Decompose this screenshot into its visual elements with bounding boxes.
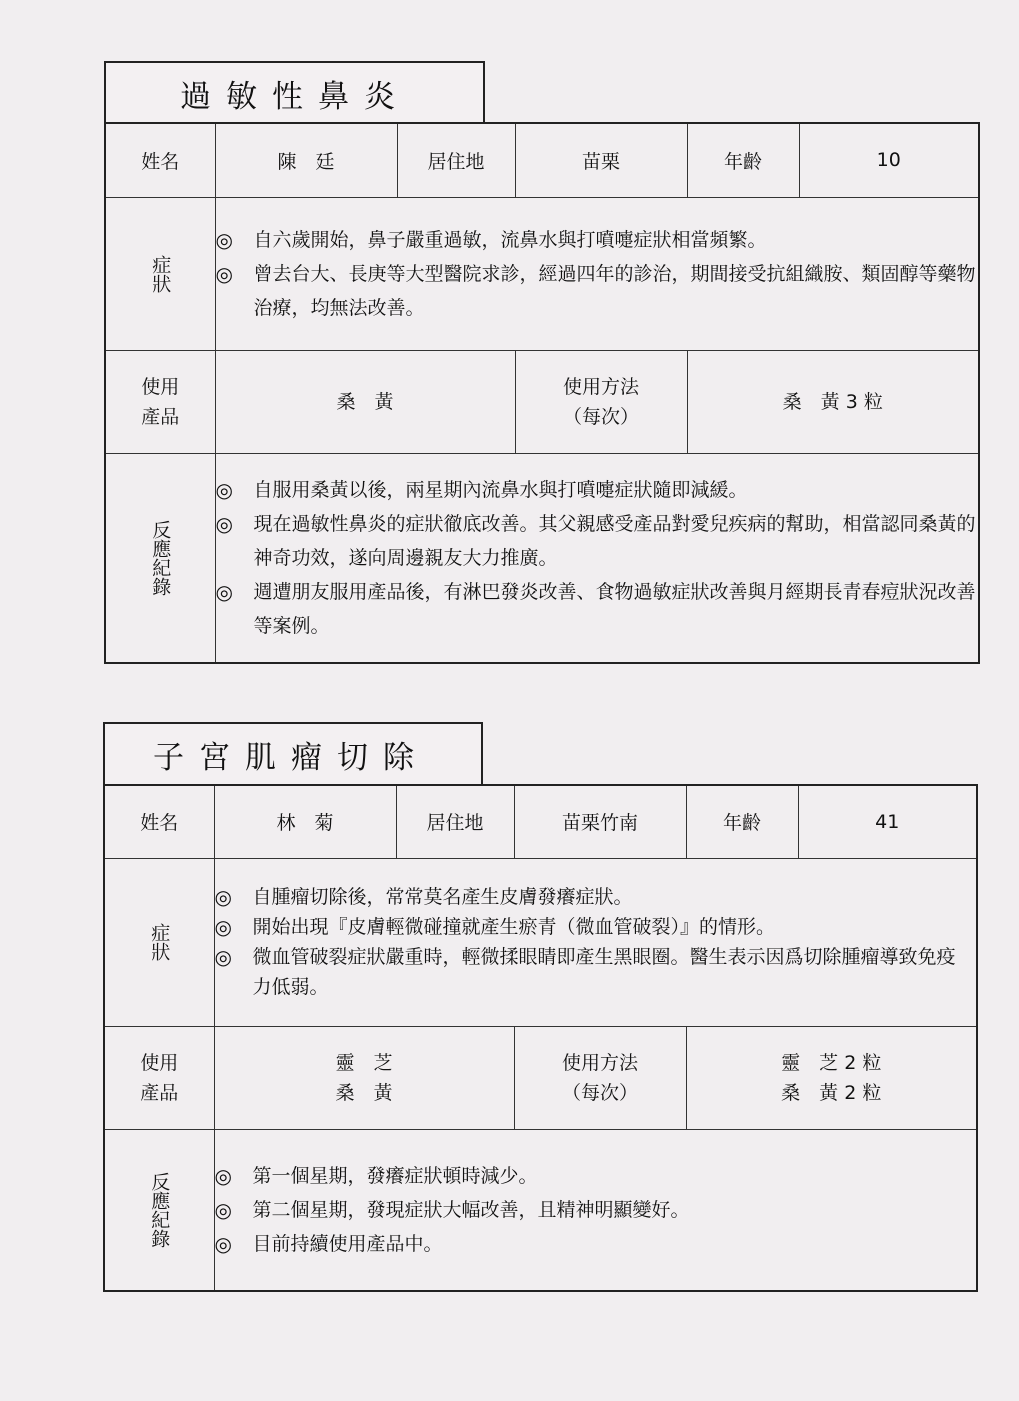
name-value: 林 菊: [214, 785, 396, 858]
product-label: 使用產品: [105, 350, 215, 453]
symptoms-list: [215, 197, 979, 350]
response-list: [214, 1129, 977, 1291]
list-item: ◎ 自六歲開始，鼻子嚴重過敏，流鼻水與打噴嚏症狀相當頻繁。: [215, 227, 767, 252]
case-title: 過敏性鼻炎: [104, 61, 485, 123]
list-item: ◎ 曾去台大、長庚等大型醫院求診，經過四年的診治，期間接受抗組織胺、類固醇等藥物治療，均無法改善。: [215, 261, 976, 319]
dosage-value: 桑 黃 3 粒: [687, 350, 979, 453]
case-table: [104, 122, 980, 664]
list-item: ◎ 現在過敏性鼻炎的症狀徹底改善。其父親感受產品對愛兒疾病的幫助，相當認同桑黃的神奇功效，遂向周邊親友大力推廣。: [215, 511, 976, 569]
method-label: 使用方法 （每次）: [515, 350, 687, 453]
response-list: [215, 453, 979, 663]
list-item: ◎ 微血管破裂症狀嚴重時，輕微揉眼睛即產生黑眼圈。醫生表示因爲切除腫瘤導致免疫力低弱。: [214, 945, 956, 998]
name-value: 陳 廷: [215, 123, 397, 197]
list-item: ◎ 開始出現『皮膚輕微碰撞就產生瘀青（微血管破裂）』的情形。: [214, 915, 776, 939]
list-item: ◎ 第二個星期，發現症狀大幅改善，且精神明顯變好。: [214, 1197, 690, 1222]
dosage-value: 靈 芝 2 粒 桑 黃 2 粒: [686, 1026, 977, 1129]
symptoms-label: 症狀: [104, 858, 214, 1026]
symptoms-list: [214, 858, 977, 1026]
product-value: 靈 芝 桑 黃: [214, 1026, 514, 1129]
name-label: 姓名: [104, 785, 214, 858]
age-label: 年齡: [686, 785, 798, 858]
residence-value: 苗栗: [515, 123, 687, 197]
list-item: ◎ 自腫瘤切除後，常常莫名產生皮膚發癢症狀。: [214, 885, 633, 909]
list-item: ◎ 第一個星期，發癢症狀頓時減少。: [214, 1163, 538, 1188]
product-value: 桑 黃: [215, 350, 515, 453]
symptoms-label: 症狀: [105, 197, 215, 350]
case-title: 子宮肌瘤切除: [103, 722, 483, 785]
list-item: ◎ 目前持續使用產品中。: [214, 1231, 443, 1256]
residence-label: 居住地: [396, 785, 514, 858]
method-label: 使用方法 （每次）: [514, 1026, 686, 1129]
name-label: 姓名: [105, 123, 215, 197]
residence-label: 居住地: [397, 123, 515, 197]
product-label: 使用產品: [104, 1026, 214, 1129]
age-value: 10: [799, 123, 979, 197]
case-table: [103, 784, 978, 1292]
residence-value: 苗栗竹南: [514, 785, 686, 858]
response-label: 反應紀錄: [104, 1129, 214, 1291]
age-label: 年齡: [687, 123, 799, 197]
list-item: ◎ 自服用桑黃以後，兩星期內流鼻水與打噴嚏症狀隨即減緩。: [215, 477, 748, 502]
list-item: ◎ 週遭朋友服用產品後，有淋巴發炎改善、食物過敏症狀改善與月經期長青春痘狀況改善等案例。: [215, 579, 976, 637]
response-label: 反應紀錄: [105, 453, 215, 663]
age-value: 41: [798, 785, 977, 858]
